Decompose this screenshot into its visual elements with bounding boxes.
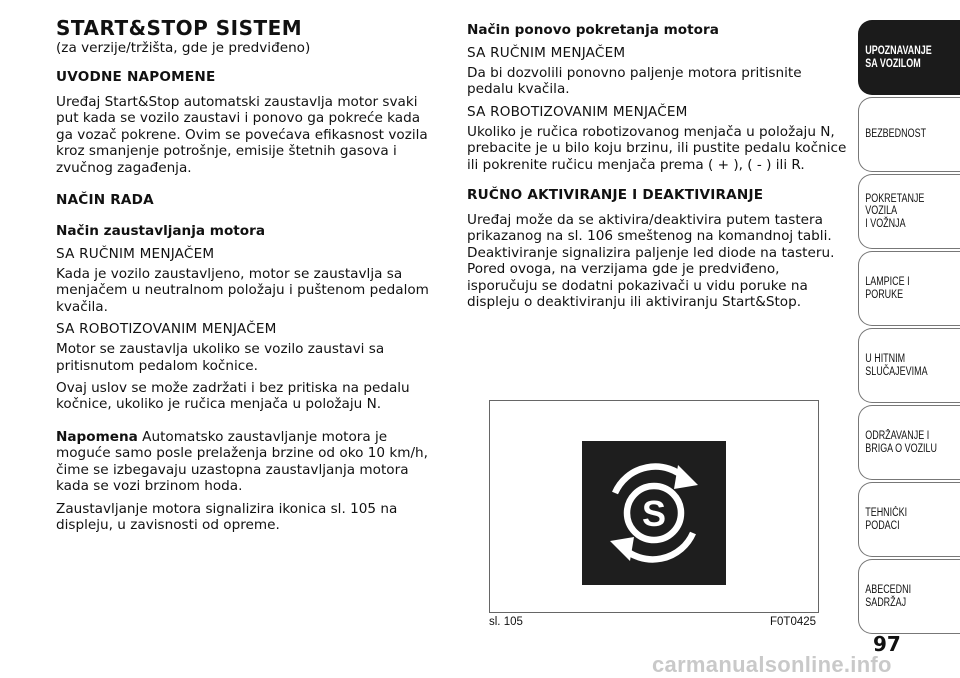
- toggle-heading: RUČNO AKTIVIRANJE I DEAKTIVIRANJE: [467, 187, 764, 204]
- robot-text-2: Ovaj uslov se može zadržati i bez pritiska na pedalu kočnice, ukoliko je ručica menjača u položaju N.: [56, 380, 410, 413]
- figure-105: [489, 400, 819, 613]
- robot-label: SA ROBOTIZOVANIM MENJAČEM: [56, 321, 277, 338]
- mode-heading: NAČIN RADA: [56, 192, 154, 209]
- tab-upoznavanje[interactable]: [858, 20, 960, 95]
- robot-text-1: Motor se zaustavlja ukoliko se vozilo zaustavi sa pritisnutom pedalom kočnice.: [56, 341, 385, 374]
- tab-label: ODRŽAVANJE I BRIGA O VOZILU: [865, 430, 938, 455]
- tab-bezbednost[interactable]: [858, 97, 960, 172]
- signal-text: Zaustavljanje motora signalizira ikonica sl. 105 na displeju, u zavisnosti od opreme.: [56, 500, 398, 533]
- tab-label: LAMPICE I PORUKE: [865, 276, 910, 301]
- restart-robot-text: Ukoliko je ručica robotizovanog menjača u položaju N, prebacite je u bilo koju brzinu, ili pustite pedalu kočnice ili pokrenite ručicu menjača prema ( + ), ( - ) ili R.: [467, 123, 847, 173]
- figure-code: F0T0425: [770, 616, 817, 628]
- tab-tehnicki-podaci[interactable]: [858, 482, 960, 557]
- intro-text: Uređaj Start&Stop automatski zaustavlja motor svaki put kada se vozilo zaustavi i ponovo ga pokreće kada ga vozač pokrene. Ovim se povećava efikasnost vozila kroz smanjenje potrošnje, emisije štetnih gasova i zvučnog zagađenja.: [56, 94, 428, 176]
- left-column: [56, 16, 436, 539]
- restart-manual-label: SA RUČNIM MENJAČEM: [467, 45, 626, 61]
- note-lead: Napomena: [56, 428, 138, 445]
- tab-label: POKRETANJE VOZILA I VOŽNJA: [865, 192, 925, 230]
- page-number: 97: [873, 632, 901, 656]
- tab-label: U HITNIM SLUČAJEVIMA: [865, 353, 928, 378]
- tab-pokretanje[interactable]: [858, 174, 960, 249]
- tab-hitni-slucajevi[interactable]: [858, 328, 960, 403]
- tab-lampice[interactable]: [858, 251, 960, 326]
- tab-label: TEHNIČKI PODACI: [865, 507, 908, 532]
- chapter-tabs: [858, 20, 960, 636]
- manual-label: SA RUČNIM MENJAČEM: [56, 246, 215, 263]
- note-paragraph: [56, 429, 436, 495]
- stop-heading: Način zaustavljanja motora: [56, 223, 266, 240]
- tab-label: BEZBEDNOST: [865, 128, 927, 141]
- manual-text: Kada je vozilo zaustavljeno, motor se zaustavlja sa menjačem u neutralnom položaju i puštenom pedalom kvačila.: [56, 266, 429, 315]
- tab-odrzavanje[interactable]: [858, 405, 960, 480]
- page-subtitle: (za verzije/tržišta, gde je predviđeno): [56, 40, 311, 56]
- restart-manual-text: Da bi dozvolili ponovno paljenje motora pritisnite pedalu kvačila.: [467, 65, 802, 98]
- tab-label: ABECEDNI SADRŽAJ: [865, 584, 912, 609]
- tab-label: UPOZNAVANJE SA VOZILOM: [865, 45, 932, 70]
- intro-heading: UVODNE NAPOMENE: [56, 69, 216, 85]
- figure-caption: sl. 105: [489, 616, 523, 628]
- restart-robot-label: SA ROBOTIZOVANIM MENJAČEM: [467, 103, 688, 120]
- note-text: Automatsko zaustavljanje motora je moguće samo posle prelaženja brzine od oko 10 km/h, čime se izbegavaju uzastopna zaustavljanja motora kada se vozi brzinom hoda.: [56, 428, 428, 495]
- toggle-text: Uređaj može da se aktivira/deaktivira putem tastera prikazanog na sl. 106 smeštenog na komandnoj tabli. Deaktiviranje signalizira paljenje led diode na tasteru. Pored ovoga, na verzijama gde je predviđeno, isporučuju se dodatni pokazivači u vidu poruke na displeju o deaktiviranju ili aktiviranju Start&Stop.: [467, 212, 835, 311]
- start-stop-icon: [582, 441, 726, 585]
- right-column: [467, 22, 847, 316]
- tab-abecedni-sadrzaj[interactable]: [858, 559, 960, 634]
- start-stop-icon-letter: S: [641, 493, 667, 534]
- watermark: carmanualsonline.info: [652, 652, 892, 677]
- page-title: START&STOP SISTEM: [56, 16, 303, 40]
- restart-heading: Način ponovo pokretanja motora: [467, 22, 719, 38]
